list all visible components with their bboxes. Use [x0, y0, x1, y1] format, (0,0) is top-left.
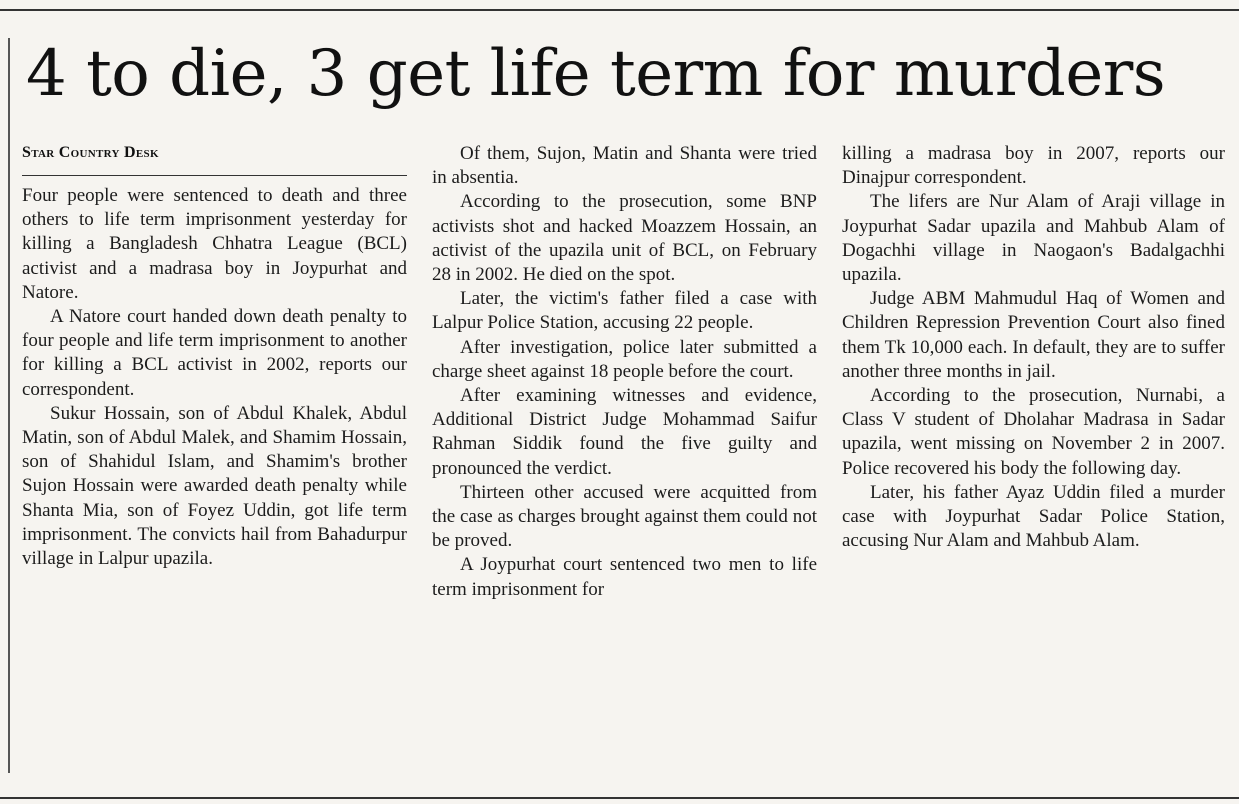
left-rule — [8, 38, 10, 773]
paragraph: Later, the victim's father filed a case with Lalpur Police Station, accusing 22 people. — [432, 288, 817, 334]
bottom-rule — [0, 797, 1239, 799]
paragraph: Thirteen other accused were acquitted from the case as charges brought against them could not be proved. — [432, 481, 817, 552]
paragraph: Sukur Hossain, son of Abdul Khalek, Abdul Matin, son of Abdul Malek, and Shamim Hossain, son of Shahidul Islam, and Shamim's brother Sujon Hossain were awarded death penalty while Shanta Mia, son of Foyez Uddin, got life term imprisonment. The convicts hail from Bahadurpur village in Lalpur upazila. — [22, 402, 407, 570]
top-rule — [0, 9, 1239, 11]
paragraph: Judge ABM Mahmudul Haq of Women and Children Repression Prevention Court also fined them Tk 10,000 each. In default, they are to suffer another three months in jail. — [842, 288, 1225, 382]
headline: 4 to die, 3 get life term for murders — [26, 37, 1166, 111]
article-column-1 — [22, 184, 407, 571]
paragraph: The lifers are Nur Alam of Araji village in Joypurhat Sadar upazila and Mahbub Alam of Dogachhi village in Naogaon's Badalgachhi upazila. — [842, 191, 1225, 286]
paragraph: killing a madrasa boy in 2007, reports our Dinajpur correspondent. — [842, 143, 1225, 189]
article-column-2 — [432, 142, 817, 602]
byline-rule — [22, 175, 407, 176]
paragraph: A Natore court handed down death penalty to four people and life term imprisonment to another for killing a BCL activist in 2002, reports our correspondent. — [22, 306, 407, 400]
paragraph: According to the prosecution, some BNP activists shot and hacked Moazzem Hossain, an activist of the upazila unit of BCL, on February 28 in 2002. He died on the spot. — [432, 191, 817, 286]
paragraph: After examining witnesses and evidence, Additional District Judge Mohammad Saifur Rahman Siddik found the five guilty and pronounced the verdict. — [432, 385, 817, 479]
paragraph: A Joypurhat court sentenced two men to life term imprisonment for — [432, 554, 817, 600]
paragraph: According to the prosecution, Nurnabi, a Class V student of Dholahar Madrasa in Sadar upazila, went missing on November 2 in 2007. Police recovered his body the following day. — [842, 385, 1225, 479]
article-column-3 — [842, 142, 1225, 553]
paragraph: Later, his father Ayaz Uddin filed a murder case with Joypurhat Sadar Police Station, accusing Nur Alam and Mahbub Alam. — [842, 481, 1225, 552]
byline: Star Country Desk — [22, 144, 159, 161]
paragraph: Four people were sentenced to death and three others to life term imprisonment yesterday for killing a Bangladesh Chhatra League (BCL) activist and a madrasa boy in Joypurhat and Natore. — [22, 185, 407, 303]
paragraph: Of them, Sujon, Matin and Shanta were tried in absentia. — [432, 143, 817, 189]
paragraph: After investigation, police later submitted a charge sheet against 18 people before the court. — [432, 336, 817, 382]
